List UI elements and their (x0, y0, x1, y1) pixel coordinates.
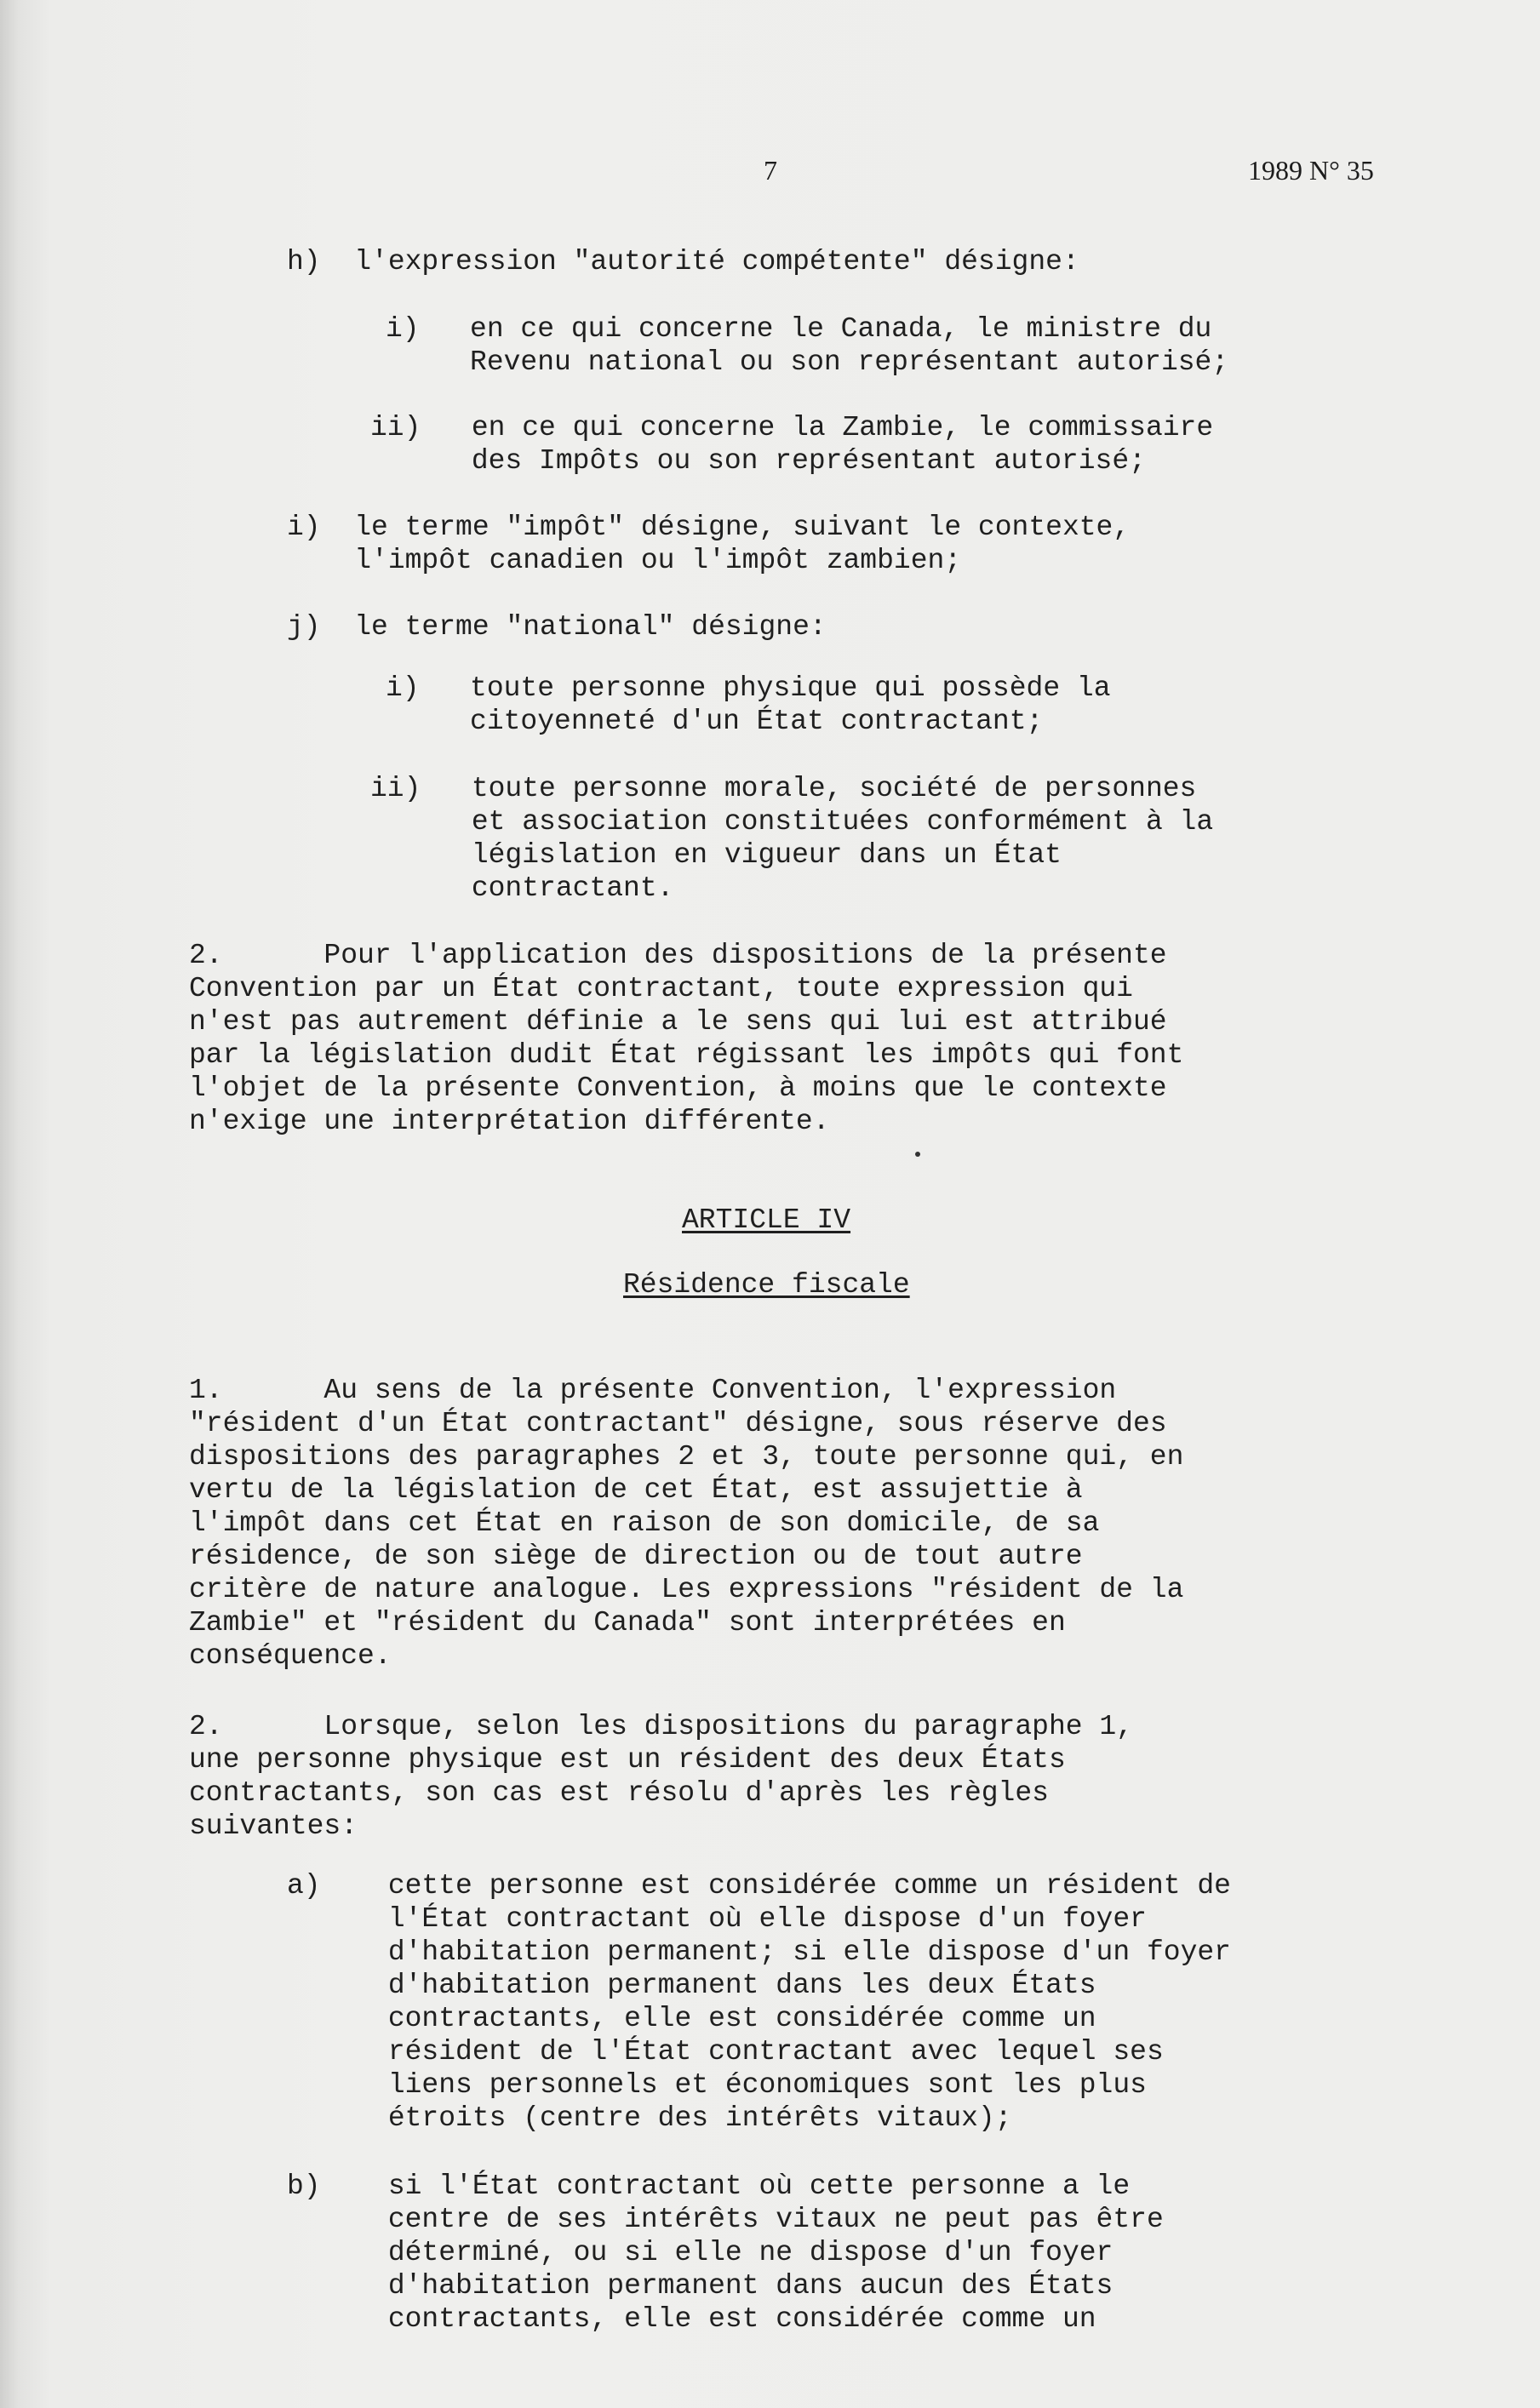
article-iv-paragraph-2: 2. Lorsque, selon les dispositions du paragraphe 1, une personne physique est un résident des deux États contractants, son cas est résolu d'après les règles suivantes: (189, 1711, 1133, 1842)
rule-b: b) si l'État contractant où cette personne a le centre de ses intérêts vitaux ne peut pas être déterminé, ou si elle ne dispose d'un foyer d'habitation permanent dans aucun des États contractants, elle est considérée comme un (287, 2171, 1164, 2335)
stray-mark (915, 1152, 920, 1157)
page-number: 7 (764, 155, 777, 186)
definition-j: j) le terme "national" désigne: (287, 611, 827, 643)
definition-j-ii: ii) toute personne morale, société de personnes et association constituées conformément à la législation en vigueur dans un État contractant. (370, 773, 1214, 904)
definition-h: h) l'expression "autorité compétente" désigne: (287, 246, 1079, 277)
definition-h-i: i) en ce qui concerne le Canada, le ministre du Revenu national ou son représentant autorisé; (386, 313, 1229, 378)
article-iv-paragraph-1: 1. Au sens de la présente Convention, l'expression "résident d'un État contractant" désigne, sous réserve des dispositions des paragraphes 2 et 3, toute personne qui, en vertu de la législation de cet État, est assujettie à l'impôt dans cet État en raison de son domicile, de sa résidence, de son siège de direction ou de tout autre critère de nature analogue. Les expressions "résident de la Zambie" et "résident du Canada" sont interprétées en conséquence. (189, 1375, 1184, 1672)
rule-a: a) cette personne est considérée comme un résident de l'État contractant où elle dispose d'un foyer d'habitation permanent; si elle dispose d'un foyer d'habitation permanent dans les deux États contractants, elle est considérée comme un résident de l'État contractant avec lequel ses liens personnels et économiques sont les plus étroits (centre des intérêts vitaux); (287, 1870, 1231, 2134)
definition-j-i: i) toute personne physique qui possède la citoyenneté d'un État contractant; (386, 672, 1111, 737)
paragraph-2: 2. Pour l'application des dispositions de la présente Convention par un État contractant, toute expression qui n'est pas autrement définie a le sens qui lui est attribué par la législation dudit État régissant les impôts qui font l'objet de la présente Convention, à moins que le contexte n'exige une interprétation différente. (189, 940, 1184, 1137)
definition-h-ii: ii) en ce qui concerne la Zambie, le commissaire des Impôts ou son représentant autorisé; (370, 412, 1214, 477)
article-heading: ARTICLE IV (682, 1204, 851, 1236)
document-reference: 1989 N° 35 (1248, 155, 1374, 186)
article-title: Résidence fiscale (623, 1269, 910, 1301)
definition-i: i) le terme "impôt" désigne, suivant le contexte, l'impôt canadien ou l'impôt zambien; (287, 512, 1131, 576)
